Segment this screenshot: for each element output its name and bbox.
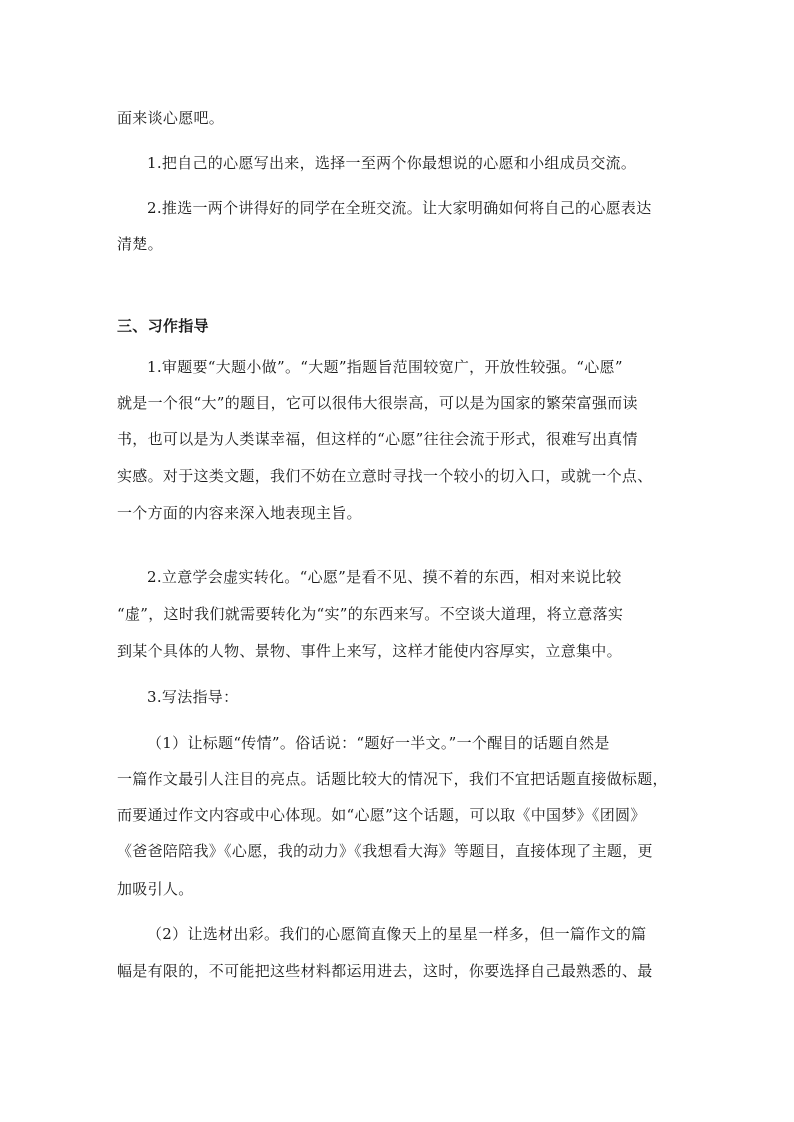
paragraph-line: 2.立意学会虚实转化。“心愿”是看不见、摸不着的东西，相对来说比较 [147, 568, 622, 586]
paragraph-line: “虚”，这时我们就需要转化为“实”的东西来写。不空谈大道理，将立意落实 [117, 605, 624, 623]
paragraph-line: 到某个具体的人物、景物、事件上来写，这样才能使内容厚实，立意集中。 [117, 642, 622, 660]
paragraph-line: （1）让标题“传情”。俗话说：“题好一半文。”一个醒目的话题自然是 [147, 734, 610, 752]
paragraph-line: 而要通过作文内容或中心体现。如“心愿”这个话题，可以取《中国梦》《团圆》 [117, 806, 646, 824]
paragraph-line: （2）让选材出彩。我们的心愿简直像天上的星星一样多，但一篇作文的篇 [147, 925, 647, 943]
paragraph-line: 《爸爸陪陪我》《心愿，我的动力》《我想看大海》等题目，直接体现了主题，更 [117, 842, 653, 860]
paragraph-line: 幅是有限的，不可能把这些材料都运用进去，这时，你要选择自己最熟悉的、最 [117, 962, 653, 980]
paragraph-line: 1.审题要“大题小做”。“大题”指题旨范围较宽广，开放性较强。“心愿” [147, 358, 623, 376]
paragraph-line: 实感。对于这类文题，我们不妨在立意时寻找一个较小的切入口，或就一个点、 [117, 467, 653, 485]
paragraph-line: 书，也可以是为人类谋幸福，但这样的“心愿”往往会流于形式，很难写出真情 [117, 430, 638, 448]
paragraph-line: 就是一个很“大”的题目，它可以很伟大很崇高，可以是为国家的繁荣富强而读 [117, 394, 638, 412]
paragraph-line: 清楚。 [117, 235, 163, 253]
paragraph-line: 一个方面的内容来深入地表现主旨。 [117, 504, 362, 522]
section-heading: 三、习作指导 [117, 317, 209, 335]
paragraph-line: 一篇作文最引人注目的亮点。话题比较大的情况下，我们不宜把话题直接做标题， [117, 770, 668, 788]
paragraph-line: 3.写法指导： [147, 688, 239, 706]
list-item-2: 2.推选一两个讲得好的同学在全班交流。让大家明确如何将自己的心愿表达 [147, 199, 652, 217]
list-item-1: 1.把自己的心愿写出来，选择一至两个你最想说的心愿和小组成员交流。 [147, 154, 637, 172]
paragraph-line: 面来谈心愿吧。 [117, 109, 225, 127]
paragraph-line: 加吸引人。 [117, 880, 194, 898]
